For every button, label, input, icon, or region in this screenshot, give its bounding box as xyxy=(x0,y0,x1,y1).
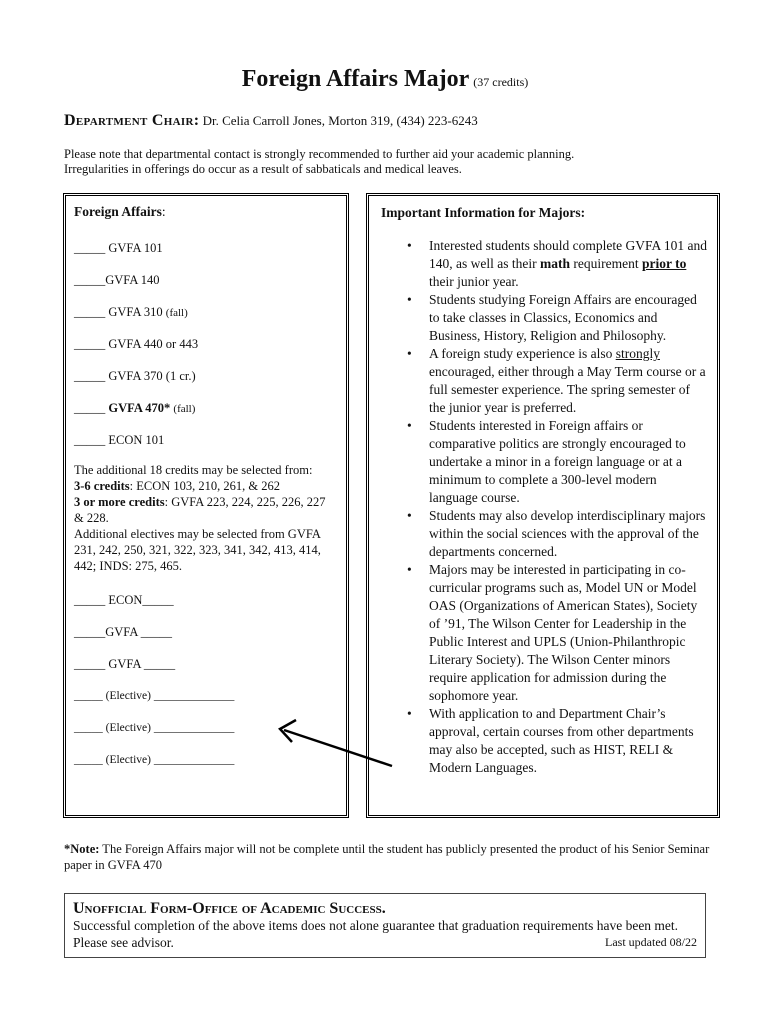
list-item: • Majors may be interested in participating in co-curricular programs such as, Model UN or Model OAS (Organizations of American States), Society of ’91, The Wilson Center for Leadership in the Public Interest and UPLS (Union-Philanthropic Literary Society). The Wilson Center minors require application for admission during the sophomore year. xyxy=(407,562,698,703)
footer-text: Successful completion of the above items does not alone guarantee that graduation requirements have been met. Please see advisor. Last updated 08/22 xyxy=(73,918,697,950)
unofficial-form-notice xyxy=(64,893,706,958)
department-chair xyxy=(64,112,478,130)
additional-credits: The additional 18 credits may be selected from: 3-6 credits: ECON 103, 210, 261, & 262 3 or more credits: GVFA 223, 224, 225, 226, 227 & 228. Additional electives may be selected from GVFA 231, 242, 250, 321, 322, 323, 341, 342, 413, 414, 442; INDS: 275, 465. xyxy=(74,463,326,573)
footer-title: Unofficial Form-Office of Academic Success. xyxy=(73,900,386,917)
elective-row: _____ ECON_____ xyxy=(74,593,174,607)
elective-row: _____GVFA _____ xyxy=(74,625,173,639)
title-text: Foreign Affairs Major xyxy=(241,66,470,92)
list-item: • Students studying Foreign Affairs are encouraged to take classes in Classics, Economics and Business, History, Religion and Philosophy. xyxy=(407,292,697,343)
info-heading: Important Information for Majors: xyxy=(381,205,586,220)
notice-line-1: Please note that departmental contact is strongly recommended to further aid your academic planning. xyxy=(64,147,575,161)
course-row: _____ ECON 101 xyxy=(74,433,165,447)
chair-info: Dr. Celia Carroll Jones, Morton 319, (434) 223-6243 xyxy=(202,113,478,128)
last-updated: Last updated 08/22 xyxy=(605,935,697,949)
course-row: _____ GVFA 470* (fall) xyxy=(74,401,196,415)
list-item: • Interested students should complete GVFA 101 and 140, as well as their math requirement prior to their junior year. xyxy=(407,238,707,289)
notice xyxy=(64,147,704,177)
completion-note: *Note: The Foreign Affairs major will not be complete until the student has publicly presented the product of his Senior Seminar paper in GVFA 470 xyxy=(64,842,710,872)
list-item: • Students may also develop interdisciplinary majors within the social sciences with the approval of the departments concerned. xyxy=(407,508,706,559)
checklist-heading: Foreign Affairs: xyxy=(74,204,166,219)
chair-label: Department Chair: xyxy=(64,112,200,129)
arrow-icon xyxy=(270,718,400,778)
course-row: _____GVFA 140 xyxy=(74,273,160,287)
info-list xyxy=(381,237,707,777)
list-item: • With application to and Department Chair’s approval, certain courses from other departments may also be accepted, such as HIST, RELI & Modern Languages. xyxy=(407,706,694,775)
page-title xyxy=(0,66,770,93)
list-item: • A foreign study experience is also strongly encouraged, either through a May Term course or a full semester experience. The spring semester of the junior year is preferred. xyxy=(407,346,706,415)
credits-text: (37 credits) xyxy=(473,75,529,89)
important-info-box xyxy=(366,193,720,818)
course-row: _____ GVFA 310 (fall) xyxy=(74,305,188,319)
elective-row: _____ (Elective) ______________ xyxy=(74,754,235,766)
elective-row: _____ GVFA _____ xyxy=(74,657,176,671)
course-row: _____ GVFA 101 xyxy=(74,241,163,255)
course-row: _____ GVFA 440 or 443 xyxy=(74,337,199,351)
elective-row: _____ (Elective) ______________ xyxy=(74,690,235,702)
course-row: _____ GVFA 370 (1 cr.) xyxy=(74,369,196,383)
elective-row: _____ (Elective) ______________ xyxy=(74,722,235,734)
notice-line-2: Irregularities in offerings do occur as a result of sabbaticals and medical leaves. xyxy=(64,162,462,176)
list-item: • Students interested in Foreign affairs or comparative politics are strongly encouraged to undertake a minor in a foreign language or at a minimum to complete a 300-level modern language course. xyxy=(407,418,686,505)
